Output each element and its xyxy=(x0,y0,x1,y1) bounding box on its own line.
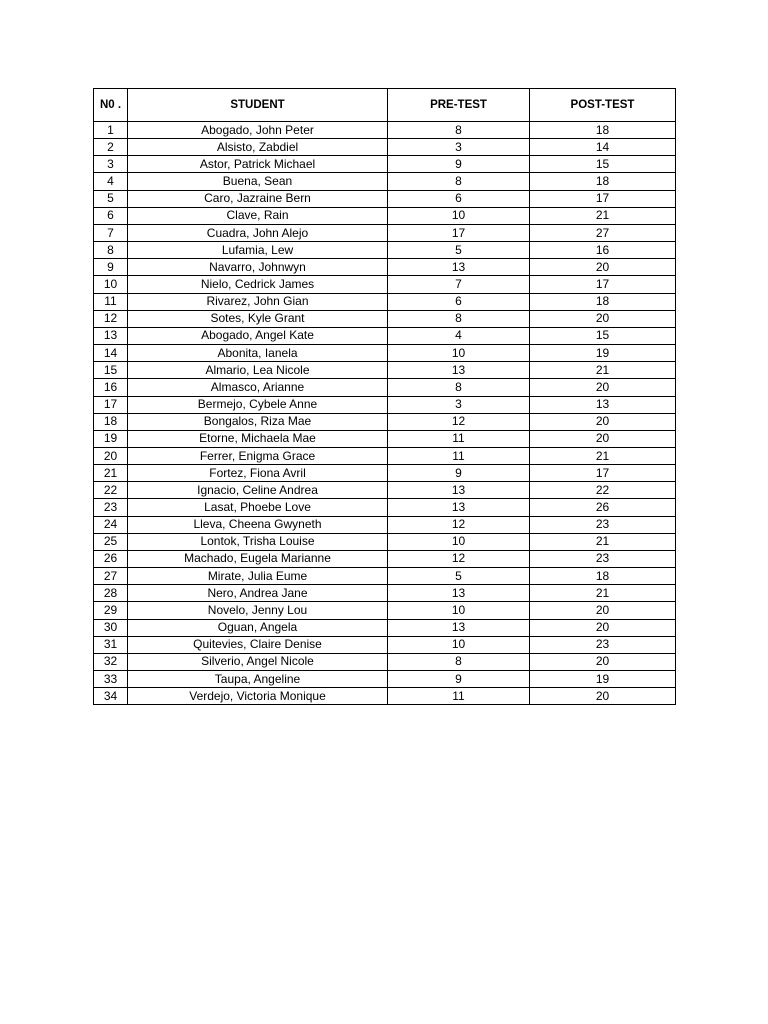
cell-pre-test: 13 xyxy=(388,362,530,379)
header-no: N0 . xyxy=(94,89,128,122)
cell-no: 24 xyxy=(94,516,128,533)
cell-student: Oguan, Angela xyxy=(128,619,388,636)
cell-pre-test: 13 xyxy=(388,482,530,499)
cell-no: 4 xyxy=(94,173,128,190)
cell-post-test: 21 xyxy=(530,533,676,550)
table-row xyxy=(94,688,676,705)
table-row xyxy=(94,327,676,344)
cell-student: Rivarez, John Gian xyxy=(128,293,388,310)
cell-pre-test: 11 xyxy=(388,688,530,705)
cell-pre-test: 8 xyxy=(388,653,530,670)
cell-post-test: 20 xyxy=(530,430,676,447)
cell-pre-test: 11 xyxy=(388,430,530,447)
cell-student: Cuadra, John Alejo xyxy=(128,224,388,241)
cell-student: Verdejo, Victoria Monique xyxy=(128,688,388,705)
table-row xyxy=(94,379,676,396)
cell-post-test: 23 xyxy=(530,636,676,653)
cell-pre-test: 5 xyxy=(388,242,530,259)
cell-post-test: 22 xyxy=(530,482,676,499)
cell-student: Lufamia, Lew xyxy=(128,242,388,259)
cell-no: 22 xyxy=(94,482,128,499)
table-row xyxy=(94,465,676,482)
cell-no: 25 xyxy=(94,533,128,550)
cell-post-test: 21 xyxy=(530,447,676,464)
cell-no: 13 xyxy=(94,327,128,344)
cell-pre-test: 10 xyxy=(388,345,530,362)
table-row xyxy=(94,619,676,636)
header-row xyxy=(94,89,676,122)
header-post-test: POST-TEST xyxy=(530,89,676,122)
cell-no: 21 xyxy=(94,465,128,482)
table-row xyxy=(94,585,676,602)
cell-student: Navarro, Johnwyn xyxy=(128,259,388,276)
cell-pre-test: 8 xyxy=(388,310,530,327)
table-row xyxy=(94,139,676,156)
cell-student: Lasat, Phoebe Love xyxy=(128,499,388,516)
cell-pre-test: 13 xyxy=(388,619,530,636)
table-row xyxy=(94,396,676,413)
cell-student: Abogado, John Peter xyxy=(128,122,388,139)
table-row xyxy=(94,190,676,207)
cell-no: 2 xyxy=(94,139,128,156)
cell-student: Quitevies, Claire Denise xyxy=(128,636,388,653)
cell-no: 9 xyxy=(94,259,128,276)
cell-no: 15 xyxy=(94,362,128,379)
cell-pre-test: 7 xyxy=(388,276,530,293)
table-body xyxy=(94,122,676,705)
cell-student: Taupa, Angeline xyxy=(128,671,388,688)
table-row xyxy=(94,259,676,276)
cell-no: 3 xyxy=(94,156,128,173)
table-row xyxy=(94,447,676,464)
cell-pre-test: 13 xyxy=(388,259,530,276)
table-row xyxy=(94,310,676,327)
table-row xyxy=(94,671,676,688)
table-row xyxy=(94,345,676,362)
cell-student: Caro, Jazraine Bern xyxy=(128,190,388,207)
table-row xyxy=(94,276,676,293)
cell-pre-test: 10 xyxy=(388,207,530,224)
cell-pre-test: 4 xyxy=(388,327,530,344)
cell-post-test: 20 xyxy=(530,653,676,670)
cell-post-test: 26 xyxy=(530,499,676,516)
cell-pre-test: 3 xyxy=(388,396,530,413)
cell-pre-test: 13 xyxy=(388,585,530,602)
cell-student: Nero, Andrea Jane xyxy=(128,585,388,602)
cell-post-test: 18 xyxy=(530,293,676,310)
cell-pre-test: 6 xyxy=(388,190,530,207)
cell-pre-test: 6 xyxy=(388,293,530,310)
table-row xyxy=(94,636,676,653)
cell-no: 19 xyxy=(94,430,128,447)
cell-post-test: 17 xyxy=(530,190,676,207)
cell-student: Abonita, Ianela xyxy=(128,345,388,362)
cell-student: Ferrer, Enigma Grace xyxy=(128,447,388,464)
cell-no: 27 xyxy=(94,568,128,585)
cell-no: 33 xyxy=(94,671,128,688)
cell-student: Nielo, Cedrick James xyxy=(128,276,388,293)
cell-post-test: 21 xyxy=(530,207,676,224)
cell-post-test: 21 xyxy=(530,585,676,602)
table-row xyxy=(94,122,676,139)
cell-no: 32 xyxy=(94,653,128,670)
cell-student: Etorne, Michaela Mae xyxy=(128,430,388,447)
cell-pre-test: 9 xyxy=(388,465,530,482)
score-table xyxy=(93,88,676,705)
cell-post-test: 13 xyxy=(530,396,676,413)
cell-post-test: 20 xyxy=(530,413,676,430)
cell-student: Ignacio, Celine Andrea xyxy=(128,482,388,499)
cell-post-test: 19 xyxy=(530,345,676,362)
cell-no: 10 xyxy=(94,276,128,293)
header-student: STUDENT xyxy=(128,89,388,122)
cell-pre-test: 11 xyxy=(388,447,530,464)
cell-post-test: 23 xyxy=(530,550,676,567)
cell-student: Bongalos, Riza Mae xyxy=(128,413,388,430)
cell-post-test: 20 xyxy=(530,259,676,276)
cell-post-test: 15 xyxy=(530,327,676,344)
cell-student: Lleva, Cheena Gwyneth xyxy=(128,516,388,533)
table-header xyxy=(94,89,676,122)
cell-student: Mirate, Julia Eume xyxy=(128,568,388,585)
cell-post-test: 14 xyxy=(530,139,676,156)
cell-pre-test: 12 xyxy=(388,550,530,567)
cell-student: Buena, Sean xyxy=(128,173,388,190)
cell-no: 34 xyxy=(94,688,128,705)
table-row xyxy=(94,482,676,499)
cell-student: Novelo, Jenny Lou xyxy=(128,602,388,619)
cell-pre-test: 9 xyxy=(388,156,530,173)
table-row xyxy=(94,173,676,190)
table-row xyxy=(94,156,676,173)
cell-student: Fortez, Fiona Avril xyxy=(128,465,388,482)
cell-no: 28 xyxy=(94,585,128,602)
table-row xyxy=(94,224,676,241)
table-row xyxy=(94,242,676,259)
cell-student: Almario, Lea Nicole xyxy=(128,362,388,379)
cell-pre-test: 12 xyxy=(388,413,530,430)
table-row xyxy=(94,362,676,379)
cell-post-test: 23 xyxy=(530,516,676,533)
cell-pre-test: 10 xyxy=(388,602,530,619)
cell-post-test: 18 xyxy=(530,122,676,139)
cell-post-test: 20 xyxy=(530,379,676,396)
cell-post-test: 17 xyxy=(530,276,676,293)
cell-no: 5 xyxy=(94,190,128,207)
table-row xyxy=(94,293,676,310)
table-row xyxy=(94,653,676,670)
table-row xyxy=(94,550,676,567)
table-row xyxy=(94,430,676,447)
cell-pre-test: 3 xyxy=(388,139,530,156)
cell-no: 1 xyxy=(94,122,128,139)
cell-no: 6 xyxy=(94,207,128,224)
cell-pre-test: 10 xyxy=(388,636,530,653)
cell-no: 18 xyxy=(94,413,128,430)
cell-post-test: 20 xyxy=(530,619,676,636)
cell-student: Lontok, Trisha Louise xyxy=(128,533,388,550)
table-row xyxy=(94,413,676,430)
cell-pre-test: 8 xyxy=(388,379,530,396)
cell-pre-test: 13 xyxy=(388,499,530,516)
cell-no: 8 xyxy=(94,242,128,259)
cell-student: Almasco, Arianne xyxy=(128,379,388,396)
cell-no: 14 xyxy=(94,345,128,362)
cell-no: 20 xyxy=(94,447,128,464)
cell-post-test: 20 xyxy=(530,602,676,619)
cell-post-test: 18 xyxy=(530,173,676,190)
header-pre-test: PRE-TEST xyxy=(388,89,530,122)
cell-no: 11 xyxy=(94,293,128,310)
cell-no: 16 xyxy=(94,379,128,396)
cell-pre-test: 10 xyxy=(388,533,530,550)
cell-no: 12 xyxy=(94,310,128,327)
cell-post-test: 19 xyxy=(530,671,676,688)
cell-post-test: 27 xyxy=(530,224,676,241)
table-row xyxy=(94,533,676,550)
table-row xyxy=(94,207,676,224)
cell-student: Silverio, Angel Nicole xyxy=(128,653,388,670)
cell-no: 31 xyxy=(94,636,128,653)
cell-no: 26 xyxy=(94,550,128,567)
cell-pre-test: 8 xyxy=(388,173,530,190)
cell-post-test: 20 xyxy=(530,688,676,705)
cell-post-test: 17 xyxy=(530,465,676,482)
table-row xyxy=(94,516,676,533)
cell-no: 30 xyxy=(94,619,128,636)
cell-post-test: 16 xyxy=(530,242,676,259)
cell-pre-test: 17 xyxy=(388,224,530,241)
cell-no: 17 xyxy=(94,396,128,413)
cell-pre-test: 12 xyxy=(388,516,530,533)
table-row xyxy=(94,602,676,619)
cell-post-test: 21 xyxy=(530,362,676,379)
table-row xyxy=(94,568,676,585)
cell-no: 7 xyxy=(94,224,128,241)
cell-no: 29 xyxy=(94,602,128,619)
cell-pre-test: 9 xyxy=(388,671,530,688)
table-row xyxy=(94,499,676,516)
cell-pre-test: 8 xyxy=(388,122,530,139)
cell-student: Clave, Rain xyxy=(128,207,388,224)
cell-student: Abogado, Angel Kate xyxy=(128,327,388,344)
cell-student: Alsisto, Zabdiel xyxy=(128,139,388,156)
cell-student: Bermejo, Cybele Anne xyxy=(128,396,388,413)
cell-post-test: 15 xyxy=(530,156,676,173)
cell-pre-test: 5 xyxy=(388,568,530,585)
cell-student: Sotes, Kyle Grant xyxy=(128,310,388,327)
cell-post-test: 20 xyxy=(530,310,676,327)
cell-student: Machado, Eugela Marianne xyxy=(128,550,388,567)
cell-post-test: 18 xyxy=(530,568,676,585)
cell-no: 23 xyxy=(94,499,128,516)
cell-student: Astor, Patrick Michael xyxy=(128,156,388,173)
